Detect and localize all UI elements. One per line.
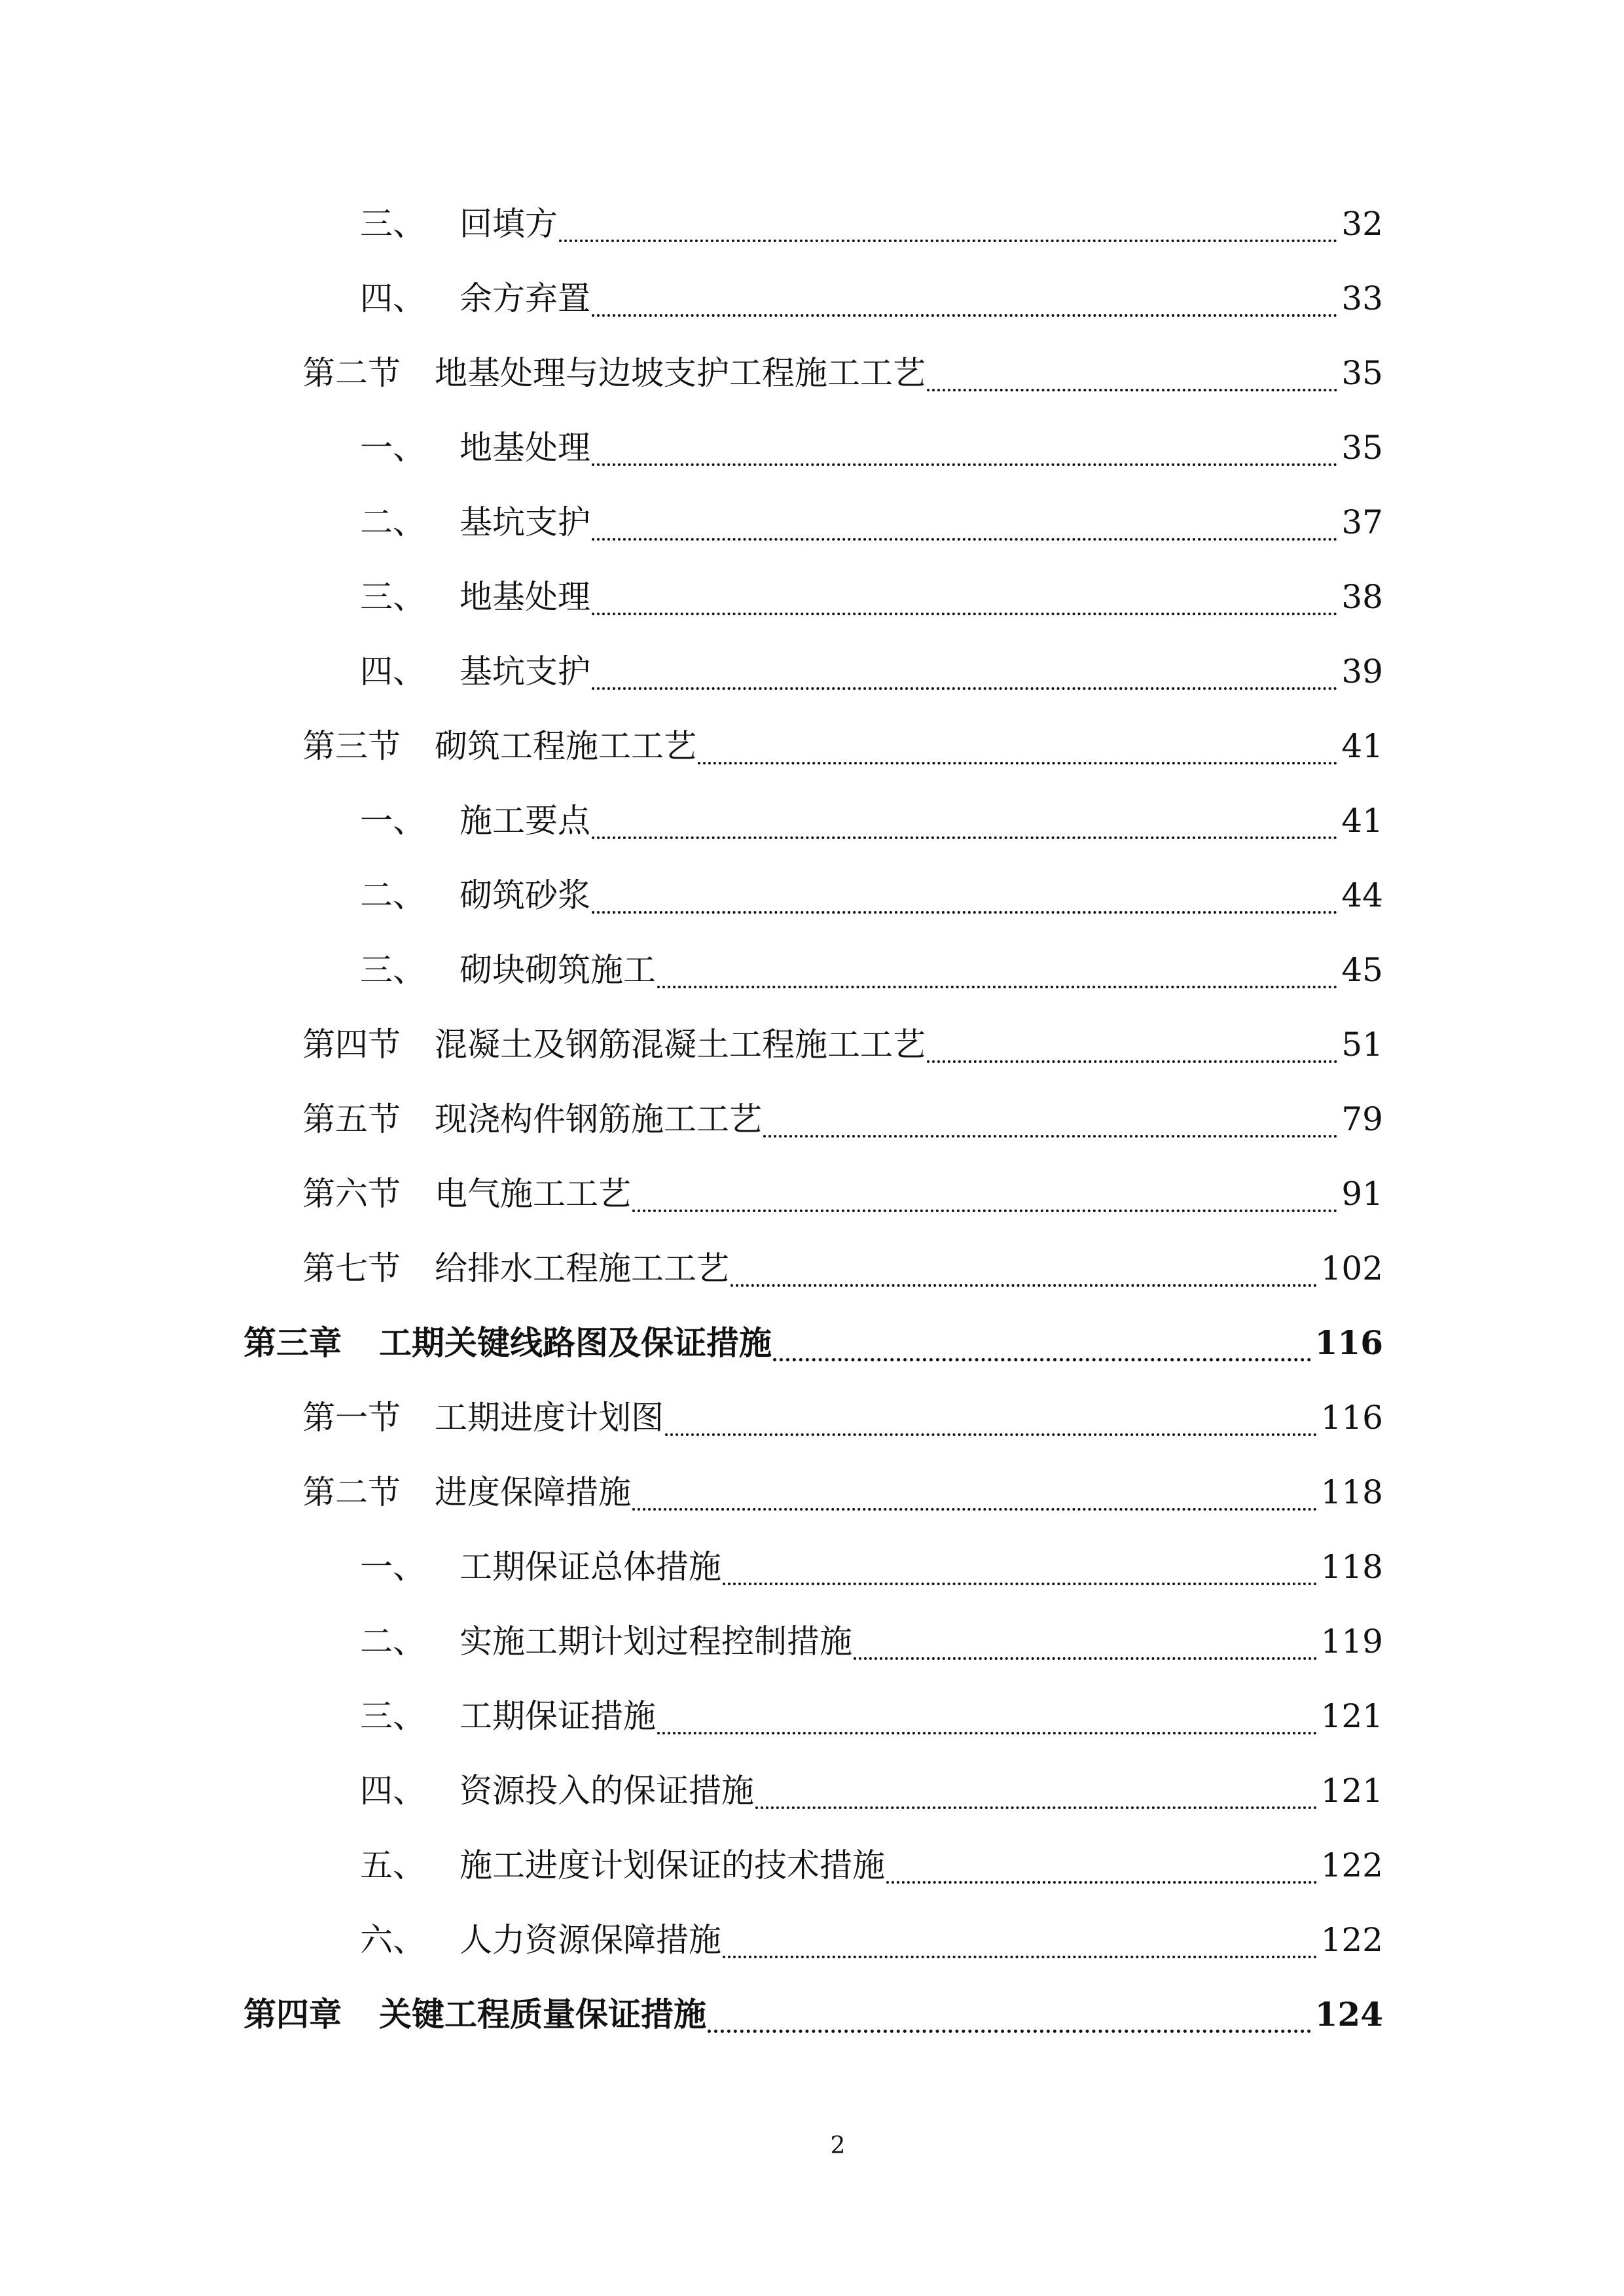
- toc-entry-number: 三、: [360, 205, 425, 243]
- toc-entry-number: 第二节: [302, 1473, 401, 1511]
- toc-entry-page: 102: [1320, 1249, 1383, 1287]
- toc-entry[interactable]: [360, 1539, 1383, 1594]
- toc-entry-title: 地基处理与边坡支护工程施工工艺: [435, 354, 926, 392]
- dot-leader: [592, 836, 1337, 839]
- toc-entry-number: 第五节: [302, 1100, 401, 1138]
- toc-entry-title: 实施工期计划过程控制措施: [460, 1623, 852, 1660]
- toc-entry-number: 一、: [360, 429, 425, 467]
- toc-entry-page: 33: [1341, 279, 1383, 317]
- toc-entry-number: 二、: [360, 503, 425, 541]
- toc-entry[interactable]: [302, 1017, 1383, 1072]
- toc-entry-title: 余方弃置: [460, 279, 590, 317]
- toc-entry-number: 第二节: [302, 354, 401, 392]
- dot-leader: [665, 1433, 1317, 1436]
- toc-entry[interactable]: [302, 1092, 1383, 1147]
- dot-leader: [632, 1507, 1317, 1511]
- toc-entry-number: 第三章: [244, 1323, 342, 1362]
- dot-leader: [927, 1060, 1337, 1063]
- toc-entry-number: 四、: [360, 653, 425, 691]
- dot-leader: [592, 463, 1337, 466]
- toc-entry-page: 41: [1341, 802, 1383, 840]
- toc-entry-number: 五、: [360, 1846, 425, 1884]
- toc-entry-page: 124: [1314, 1995, 1383, 2034]
- dot-leader: [592, 687, 1337, 690]
- toc-entry-title: 混凝土及钢筋混凝土工程施工工艺: [435, 1026, 926, 1064]
- dot-leader: [886, 1880, 1317, 1884]
- toc-entry[interactable]: [360, 1912, 1383, 1967]
- toc-entry-title: 工期关键线路图及保证措施: [379, 1323, 772, 1362]
- toc-entry[interactable]: [360, 793, 1383, 848]
- dot-leader: [854, 1657, 1317, 1660]
- dot-leader: [723, 1582, 1317, 1585]
- toc-entry-number: 第三节: [302, 727, 401, 765]
- toc-entry-page: 121: [1320, 1697, 1383, 1735]
- toc-entry-title: 人力资源保障措施: [460, 1921, 721, 1959]
- toc-entry-page: 91: [1341, 1175, 1383, 1213]
- toc-entry-number: 第四节: [302, 1026, 401, 1064]
- toc-entry-page: 35: [1341, 429, 1383, 467]
- toc-entry-number: 四、: [360, 279, 425, 317]
- toc-entry[interactable]: [360, 1689, 1383, 1744]
- toc-entry-title: 关键工程质量保证措施: [379, 1995, 706, 2034]
- toc-entry-title: 进度保障措施: [435, 1473, 631, 1511]
- toc-entry[interactable]: [360, 942, 1383, 997]
- toc-entry-title: 砌筑砂浆: [460, 876, 590, 914]
- toc-entry[interactable]: [302, 1166, 1383, 1221]
- toc-entry-title: 基坑支护: [460, 653, 590, 691]
- toc-entry-title: 资源投入的保证措施: [460, 1772, 754, 1810]
- toc-entry[interactable]: [302, 1390, 1383, 1445]
- toc-entry-number: 三、: [360, 578, 425, 616]
- toc-entry-page: 118: [1320, 1473, 1383, 1511]
- toc-entry[interactable]: [360, 420, 1383, 475]
- toc-entry-page: 121: [1320, 1772, 1383, 1810]
- toc-entry[interactable]: [302, 719, 1383, 774]
- toc-entry-number: 四、: [360, 1772, 425, 1810]
- toc-entry-number: 第七节: [302, 1249, 401, 1287]
- toc-entry[interactable]: [360, 868, 1383, 923]
- toc-entry-title: 给排水工程施工工艺: [435, 1249, 729, 1287]
- toc-entry-page: 38: [1341, 578, 1383, 616]
- toc-entry[interactable]: [302, 1241, 1383, 1296]
- toc-entry-page: 35: [1341, 354, 1383, 392]
- dot-leader: [927, 388, 1337, 391]
- toc-entry-page: 51: [1341, 1026, 1383, 1064]
- toc-entry-title: 地基处理: [460, 429, 590, 467]
- toc-entry-page: 37: [1341, 503, 1383, 541]
- toc-entry-number: 第一节: [302, 1399, 401, 1437]
- dot-leader: [763, 1134, 1337, 1138]
- page-number: 2: [830, 2132, 846, 2159]
- dot-leader: [592, 612, 1337, 615]
- dot-leader: [731, 1283, 1317, 1287]
- toc-entry-title: 砌块砌筑施工: [460, 951, 656, 989]
- toc-entry-page: 116: [1320, 1399, 1383, 1437]
- toc-entry-number: 第六节: [302, 1175, 401, 1213]
- toc-entry-page: 122: [1320, 1846, 1383, 1884]
- toc-entry[interactable]: [360, 1838, 1383, 1893]
- toc-entry-chapter[interactable]: [244, 1987, 1383, 2042]
- toc-entry-page: 79: [1341, 1100, 1383, 1138]
- toc-entry-number: 一、: [360, 802, 425, 840]
- toc-entry-number: 一、: [360, 1548, 425, 1586]
- dot-leader: [592, 537, 1337, 541]
- toc-entry-title: 施工进度计划保证的技术措施: [460, 1846, 885, 1884]
- toc-entry[interactable]: [360, 196, 1383, 251]
- toc-entry-number: 二、: [360, 876, 425, 914]
- toc-entry-number: 三、: [360, 951, 425, 989]
- dot-leader: [755, 1806, 1317, 1809]
- toc-entry-title: 工期保证总体措施: [460, 1548, 721, 1586]
- toc-entry-number: 三、: [360, 1697, 425, 1735]
- toc-entry-page: 119: [1320, 1623, 1383, 1660]
- toc-entry-chapter[interactable]: [244, 1316, 1383, 1371]
- toc-entry[interactable]: [360, 1614, 1383, 1669]
- dot-leader: [592, 910, 1337, 914]
- toc-entry-title: 电气施工工艺: [435, 1175, 631, 1213]
- toc-entry-page: 32: [1341, 205, 1383, 243]
- toc-entry[interactable]: [360, 495, 1383, 550]
- dot-leader: [632, 1209, 1337, 1212]
- toc-entry-page: 118: [1320, 1548, 1383, 1586]
- toc-entry-page: 44: [1341, 876, 1383, 914]
- toc-entry-title: 回填方: [460, 205, 558, 243]
- toc-entry-title: 施工要点: [460, 802, 590, 840]
- toc-entry-page: 116: [1314, 1323, 1383, 1362]
- dot-leader: [657, 1731, 1317, 1734]
- toc-entry[interactable]: [360, 1763, 1383, 1818]
- dot-leader: [773, 1357, 1311, 1361]
- dot-leader: [708, 2029, 1311, 2033]
- dot-leader: [592, 314, 1337, 317]
- toc-entry-page: 39: [1341, 653, 1383, 691]
- toc-entry-page: 45: [1341, 951, 1383, 989]
- toc-entry-title: 地基处理: [460, 578, 590, 616]
- toc-entry-title: 工期进度计划图: [435, 1399, 664, 1437]
- toc-entry-page: 122: [1320, 1921, 1383, 1959]
- toc-entry[interactable]: [360, 271, 1383, 326]
- toc-entry-number: 二、: [360, 1623, 425, 1660]
- toc-entry-title: 砌筑工程施工工艺: [435, 727, 696, 765]
- dot-leader: [723, 1955, 1317, 1958]
- toc-entry-number: 六、: [360, 1921, 425, 1959]
- dot-leader: [657, 985, 1337, 988]
- toc-entry-title: 现浇构件钢筋施工工艺: [435, 1100, 762, 1138]
- toc-entry-title: 工期保证措施: [460, 1697, 656, 1735]
- toc-entry[interactable]: [302, 346, 1383, 401]
- toc-entry[interactable]: [360, 569, 1383, 624]
- toc-entry[interactable]: [302, 1465, 1383, 1520]
- toc-entry-number: 第四章: [244, 1995, 342, 2034]
- toc-entry-page: 41: [1341, 727, 1383, 765]
- toc-entry[interactable]: [360, 644, 1383, 699]
- toc-entry-title: 基坑支护: [460, 503, 590, 541]
- dot-leader: [698, 761, 1337, 764]
- dot-leader: [559, 239, 1337, 242]
